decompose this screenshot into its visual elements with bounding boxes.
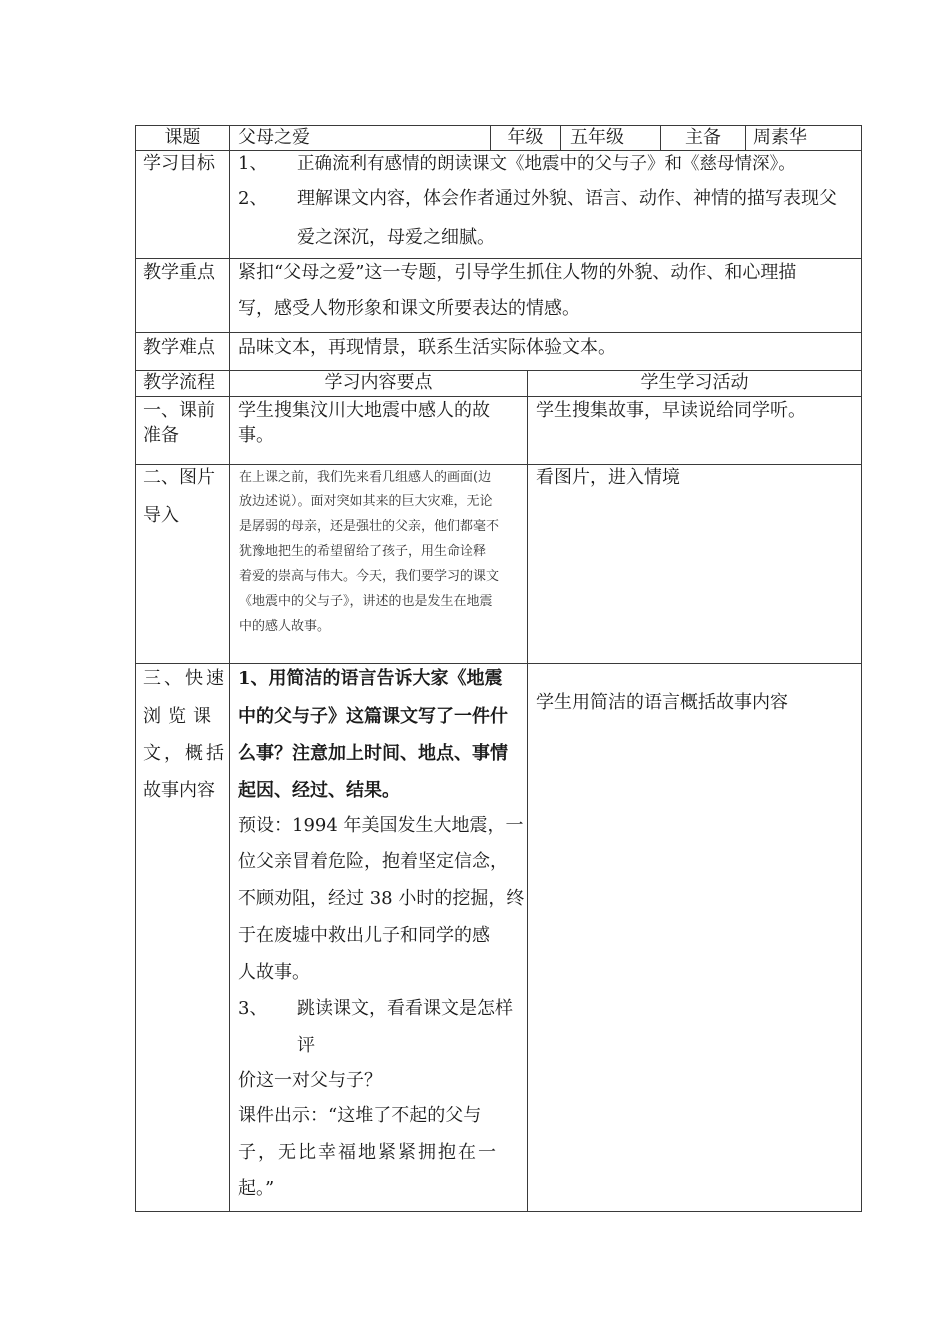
content-text: 学生搜集汶川大地震中感人的故	[238, 400, 490, 421]
lead-label: 主备	[685, 127, 721, 148]
content-text: 在上课之前，我们先来看几组感人的画面(边	[239, 470, 492, 485]
topic-label: 课题	[164, 127, 201, 148]
content-text: 放边述说）。面对突如其来的巨大灾难，无论	[239, 494, 493, 509]
activity-text: 学生搜集故事，早读说给同学听。	[536, 400, 806, 421]
table-rule	[527, 370, 528, 1212]
activity-column-header: 学生学习活动	[640, 372, 749, 393]
key-points-text: 紧扣“父母之爱”这一专题，引导学生抓住人物的外貌、动作、和心理描	[238, 262, 797, 283]
table-rule	[135, 396, 862, 397]
key-points-label: 教学重点	[143, 262, 215, 283]
content-text: 事。	[238, 425, 274, 446]
content-column-header: 学习内容要点	[324, 372, 433, 393]
difficulties-text: 品味文本，再现情景，联系生活实际体验文本。	[238, 337, 616, 358]
item-text: 跳读课文，看看课文是怎样	[297, 998, 513, 1019]
table-rule	[135, 663, 862, 664]
table-rule	[745, 125, 746, 151]
table-rule	[229, 125, 230, 1212]
table-rule	[135, 150, 862, 151]
question-text: 中的父与子》这篇课文写了一件什	[238, 706, 508, 727]
content-text: 《地震中的父与子》，讲述的也是发生在地震	[239, 594, 493, 609]
preset-text: 人故事。	[238, 962, 310, 983]
activity-text: 学生用简洁的语言概括故事内容	[536, 692, 788, 713]
table-rule	[135, 464, 862, 465]
table-rule	[135, 125, 136, 1212]
content-text: 着爱的崇高与伟大。今天，我们要学习的课文	[239, 569, 500, 584]
table-rule	[861, 125, 862, 1212]
item-number: 3、	[238, 998, 268, 1019]
stage-label: 文，概括	[143, 743, 227, 764]
topic-value: 父母之爱	[238, 127, 310, 148]
table-rule	[560, 125, 561, 151]
preset-text: 位父亲冒着危险，抱着坚定信念，	[238, 851, 508, 872]
courseware-text: 子，无比幸福地紧紧拥抱在一	[238, 1142, 498, 1163]
grade-value: 五年级	[570, 127, 624, 148]
key-points-text: 写，感受人物形象和课文所要表达的情感。	[238, 298, 580, 319]
table-rule	[135, 332, 862, 333]
content-text: 犹豫地把生的希望留给了孩子，用生命诠释	[239, 544, 487, 559]
item-text: 价这一对父与子？	[238, 1070, 382, 1091]
objective-number: 1、	[238, 153, 268, 174]
objectives-label: 学习目标	[143, 153, 215, 174]
grade-label: 年级	[507, 127, 544, 148]
courseware-text: 课件出示：“这堆了不起的父与	[238, 1105, 482, 1126]
lead-value: 周素华	[753, 127, 807, 148]
preset-text: 于在废墟中救出儿子和同学的感	[238, 925, 490, 946]
table-rule	[135, 1211, 862, 1212]
table-rule	[135, 258, 862, 259]
objective-text: 正确流利有感情的朗读课文《地震中的父与子》和《慈母情深》。	[297, 154, 796, 174]
preset-text: 不顾劝阻，经过 38 小时的挖掘，终	[238, 888, 525, 909]
question-text: 1、用简洁的语言告诉大家《地震	[238, 668, 503, 689]
question-text: 么事？注意加上时间、地点、事情	[238, 743, 508, 764]
stage-label: 二、图片	[143, 467, 215, 488]
content-text: 是孱弱的母亲，还是强壮的父亲，他们都毫不	[239, 519, 500, 534]
item-text: 评	[297, 1035, 315, 1056]
activity-text: 看图片，进入情境	[536, 467, 680, 488]
content-text: 中的感人故事。	[239, 619, 331, 634]
objective-text: 爱之深沉，母爱之细腻。	[297, 227, 495, 248]
question-text: 起因、经过、结果。	[238, 780, 400, 801]
stage-label: 三、快速	[143, 668, 227, 689]
stage-label: 故事内容	[143, 780, 215, 801]
preset-text: 预设：1994 年美国发生大地震，一	[238, 815, 524, 836]
process-label: 教学流程	[143, 372, 215, 393]
courseware-text: 起。”	[238, 1178, 275, 1199]
difficulties-label: 教学难点	[143, 337, 215, 358]
stage-label: 浏览课	[143, 706, 218, 727]
objective-text: 理解课文内容，体会作者通过外貌、语言、动作、神情的描写表现父	[297, 188, 837, 209]
stage-label: 导入	[143, 505, 179, 526]
table-rule	[135, 125, 862, 126]
stage-label: 准备	[143, 425, 179, 446]
stage-label: 一、课前	[143, 400, 215, 421]
objective-number: 2、	[238, 188, 268, 209]
table-rule	[135, 370, 862, 371]
